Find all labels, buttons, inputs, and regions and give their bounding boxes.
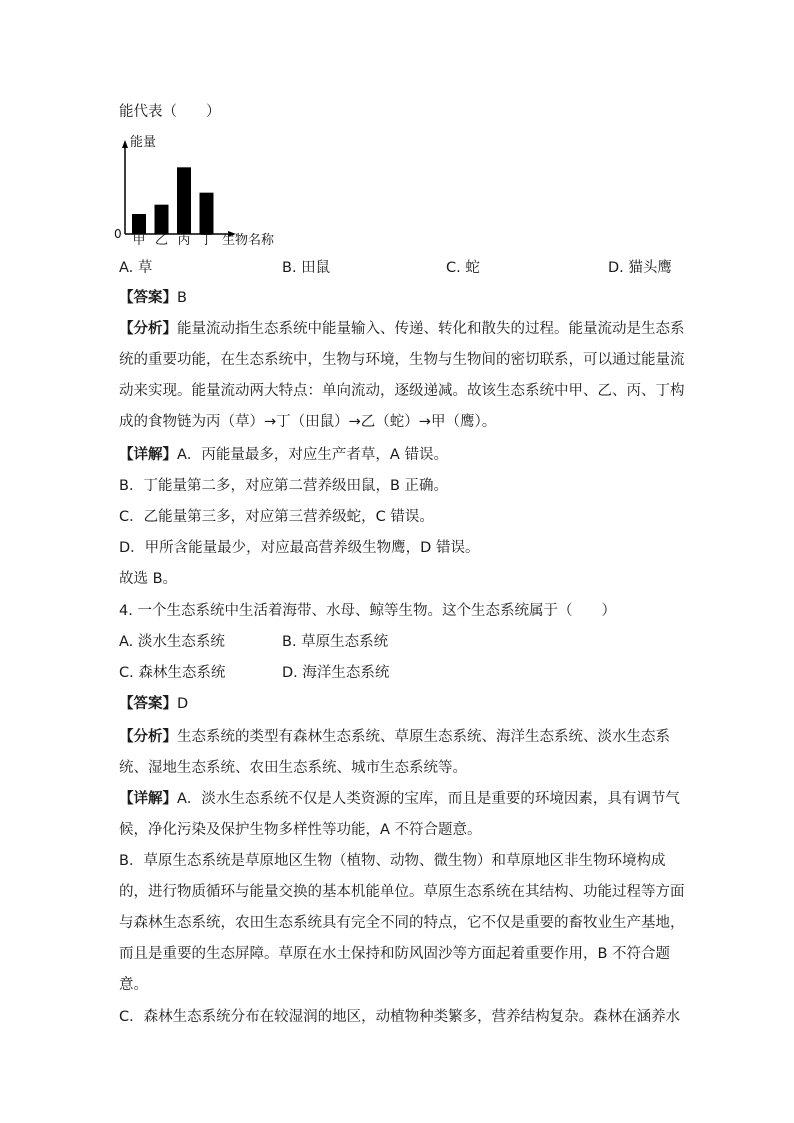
analysis-text: 统、湿地生态系统、农田生态系统、城市生态系统等。 <box>119 760 467 776</box>
option-b: B. 草原生态系统 <box>282 634 389 650</box>
bar-4 <box>200 193 214 234</box>
answer-tag: 【答案】 <box>119 290 177 306</box>
detail-text: A．淡水生态系统不仅是人类资源的宝库，而且是重要的环境因素，具有调节气 <box>177 791 680 807</box>
analysis-text: 能量流动指生态系统中能量输入、传递、转化和散失的过程。能量流动是生态系 <box>177 321 685 337</box>
detail-text: D．甲所含能量最少，对应最高营养级生物鹰，D 错误。 <box>119 540 480 556</box>
category-label: 乙 <box>154 233 169 248</box>
question-stem-tail: 能代表（ ） <box>119 104 221 120</box>
bar-3 <box>177 167 191 234</box>
answer-line <box>119 288 187 308</box>
analysis-line <box>119 727 670 747</box>
answer-value: D <box>177 696 189 712</box>
energy-bar-chart <box>114 130 294 248</box>
analysis-tag: 【分析】 <box>119 321 177 337</box>
bar-2 <box>155 205 169 234</box>
category-label: 丁 <box>199 233 214 248</box>
question-stem: 4. 一个生态系统中生活着海带、水母、鲸等生物。这个生态系统属于（ ） <box>119 603 616 619</box>
y-axis-label: 能量 <box>130 135 157 150</box>
analysis-text: 生态系统的类型有森林生态系统、草原生态系统、海洋生态系统、淡水生态系 <box>177 729 670 745</box>
detail-text: C．乙能量第三多，对应第三营养级蛇，C 错误。 <box>119 509 434 525</box>
analysis-text: 动来实现。能量流动两大特点：单向流动，逐级递减。故该生态系统中甲、乙、丙、丁构 <box>119 383 685 399</box>
x-axis-label: 生物名称 <box>222 233 275 248</box>
analysis-text: 统的重要功能，在生态系统中，生物与环境，生物与生物间的密切联系，可以通过能量流 <box>119 352 685 368</box>
detail-line <box>119 789 680 809</box>
analysis-text: 成的食物链为丙（草）→丁（田鼠）→乙（蛇）→甲（鹰）。 <box>119 414 497 430</box>
answer-tag: 【答案】 <box>119 696 177 712</box>
detail-line <box>119 445 448 465</box>
detail-text: B．丁能量第二多，对应第二营养级田鼠，B 正确。 <box>119 478 449 494</box>
detail-text: 意。 <box>119 977 148 993</box>
detail-text: 的，进行物质循环与能量交换的基本机能单位。草原生态系统在其结构、功能过程等方面 <box>119 884 685 900</box>
answer-value: B <box>177 290 187 306</box>
bar-1 <box>132 214 146 234</box>
analysis-line <box>119 319 685 339</box>
answer-line <box>119 694 188 714</box>
option-a: A. 草 <box>119 260 153 276</box>
category-label: 甲 <box>132 233 146 248</box>
option-b: B. 田鼠 <box>282 260 331 276</box>
detail-text: B．草原生态系统是草原地区生物（植物、动物、微生物）和草原地区非生物环境构成 <box>119 853 666 869</box>
detail-text: 而且是重要的生态屏障。草原在水土保持和防风固沙等方面起着重要作用，B 不符合题 <box>119 946 671 962</box>
option-d: D. 海洋生态系统 <box>282 665 390 681</box>
detail-text: 与森林生态系统，农田生态系统具有完全不同的特点，它不仅是重要的畜牧业生产基地， <box>119 915 685 931</box>
conclusion-text: 故选 B。 <box>119 571 178 587</box>
detail-text: A．丙能量最多，对应生产者草，A 错误。 <box>177 447 448 463</box>
detail-text: 候，净化污染及保护生物多样性等功能，A 不符合题意。 <box>119 822 482 838</box>
option-c: C. 蛇 <box>446 260 480 276</box>
detail-tag: 【详解】 <box>119 791 177 807</box>
option-a: A. 淡水生态系统 <box>119 634 225 650</box>
detail-text: C．森林生态系统分布在较湿润的地区，动植物种类繁多，营养结构复杂。森林在涵养水 <box>119 1009 681 1025</box>
option-c: C. 森林生态系统 <box>119 665 226 681</box>
y-axis-arrow <box>122 140 128 148</box>
origin-label: 0 <box>114 227 122 241</box>
detail-tag: 【详解】 <box>119 447 177 463</box>
analysis-tag: 【分析】 <box>119 729 177 745</box>
category-label: 丙 <box>177 233 191 248</box>
option-d: D. 猫头鹰 <box>608 260 672 276</box>
